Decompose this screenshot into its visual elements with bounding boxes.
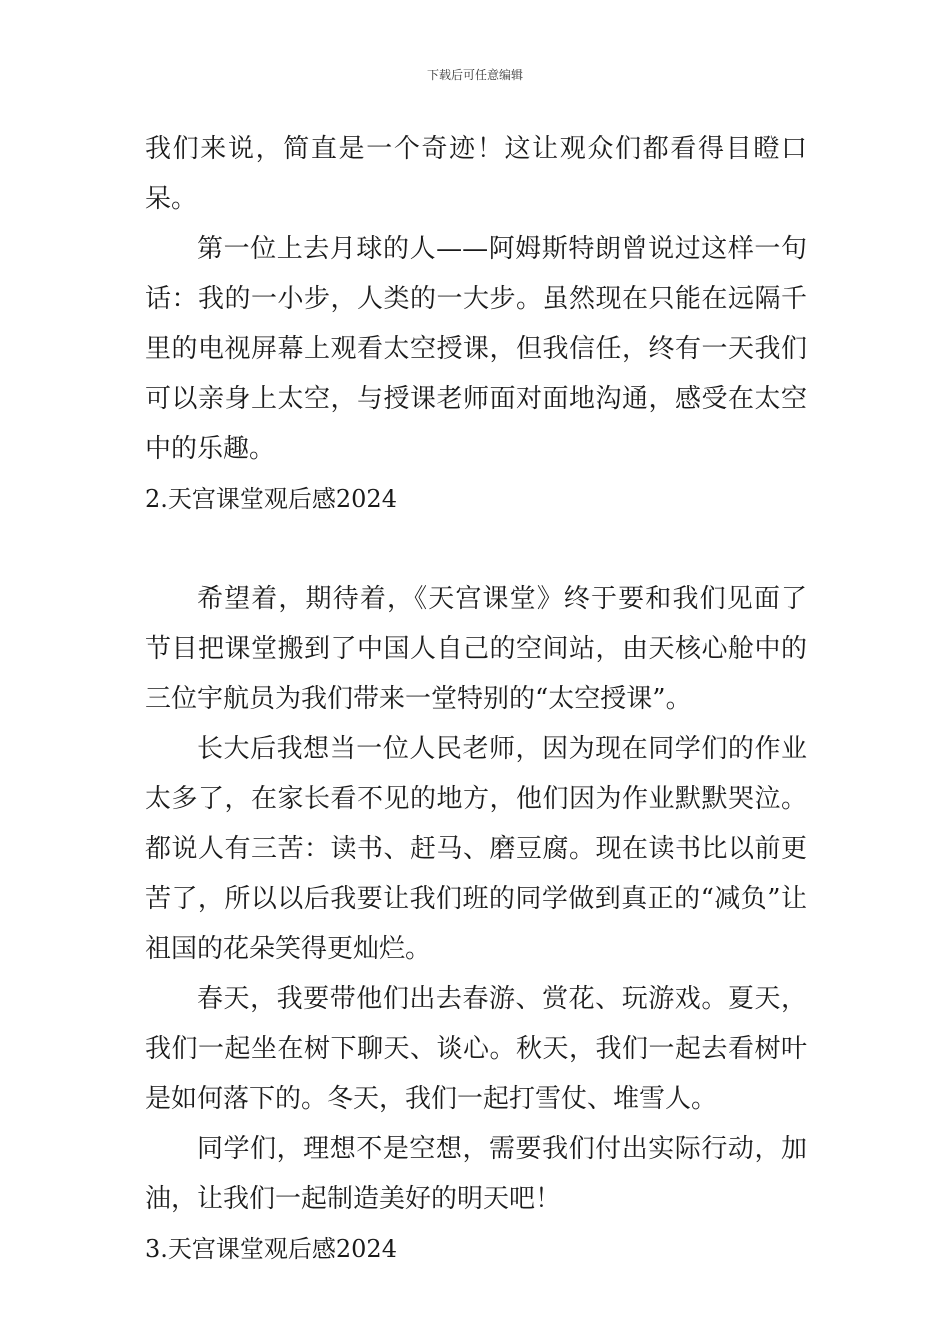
paragraph: 长大后我想当一位人民老师，因为现在同学们的作业太多了，在家长看不见的地方，他们因为作业默默哭泣。都说人有三苦：读书、赶马、磨豆腐。现在读书比以前更苦了，所以以后我要让我们班的同学做到真正的“减负”让祖国的花朵笑得更灿烂。 [145, 734, 807, 964]
section-heading: 2.天宫课堂观后感2024 [145, 485, 397, 513]
page-header: 下载后可任意编辑 [426, 68, 523, 82]
paragraph: 希望着，期待着，《天宫课堂》终于要和我们见面了节目把课堂搬到了中国人自己的空间站，由天核心舱中的三位宇航员为我们带来一堂特别的“太空授课”。 [145, 584, 807, 714]
paragraph: 春天，我要带他们出去春游、赏花、玩游戏。夏天，我们一起坐在树下聊天、谈心。秋天，我们一起去看树叶是如何落下的。冬天，我们一起打雪仗、堆雪人。 [145, 984, 807, 1114]
paragraph-continued: 我们来说，简直是一个奇迹！这让观众们都看得目瞪口呆。 [145, 134, 807, 214]
section-heading: 3.天宫课堂观后感2024 [145, 1235, 397, 1263]
paragraph: 第一位上去月球的人——阿姆斯特朗曾说过这样一句话：我的一小步，人类的一大步。虽然现在只能在远隔千里的电视屏幕上观看太空授课，但我信任，终有一天我们可以亲身上太空，与授课老师面对面地沟通，感受在太空中的乐趣。 [145, 234, 807, 464]
document-body [145, 124, 807, 1274]
paragraph: 同学们，理想不是空想，需要我们付出实际行动，加油，让我们一起制造美好的明天吧！ [145, 1134, 807, 1214]
blank-line [145, 524, 807, 574]
